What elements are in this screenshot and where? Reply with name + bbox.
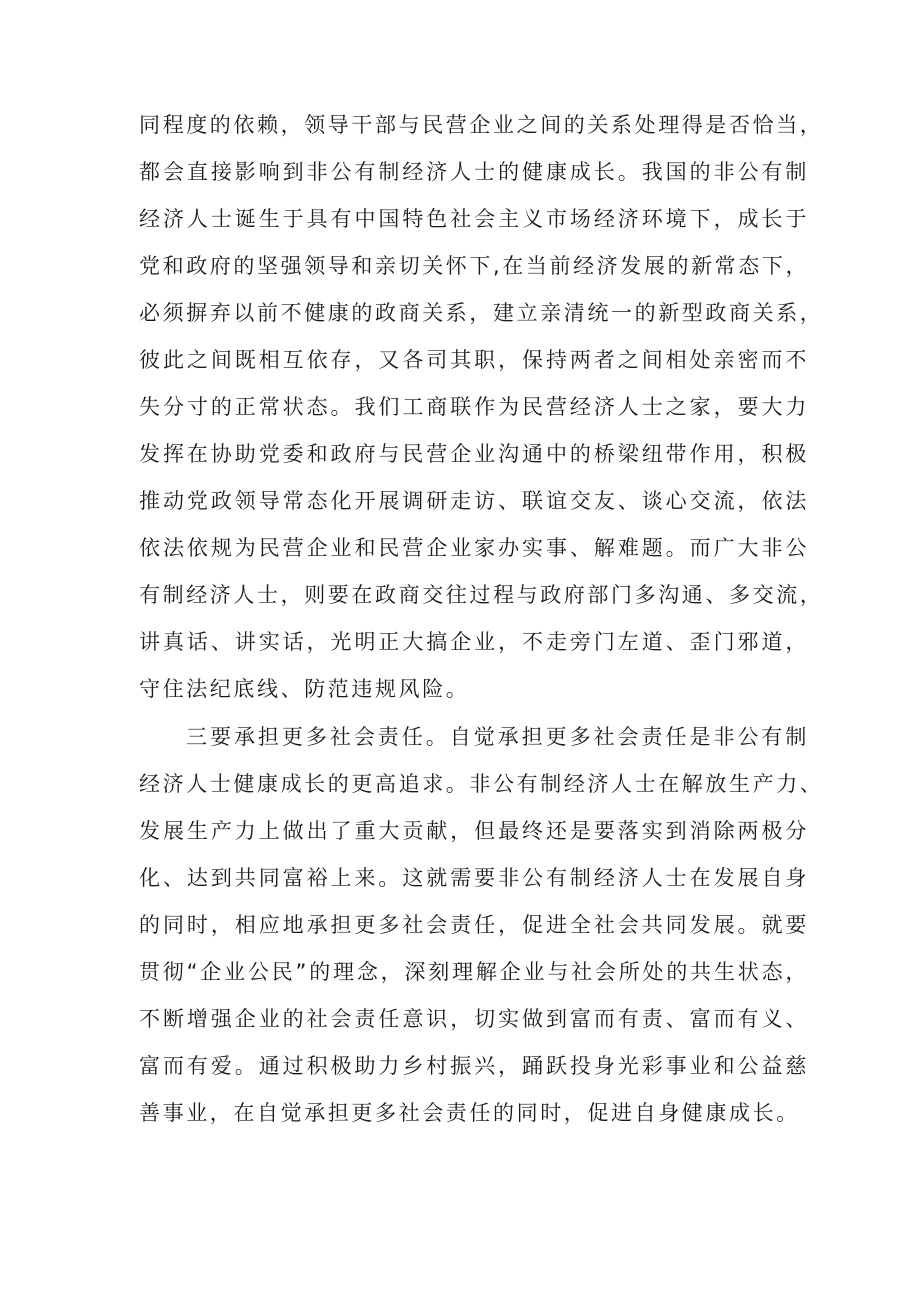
paragraph-1-line-12: 讲真话、讲实话，光明正大搞企业，不走旁门左道、歪门邪道， — [139, 630, 809, 654]
paragraph-2-line-3: 发展生产力上做出了重大贡献，但最终还是要落实到消除两极分 — [139, 819, 809, 843]
paragraph-1-line-8: 发挥在协助党委和政府与民营企业沟通中的桥梁纽带作用，积极 — [139, 442, 809, 466]
paragraph-2-line-7: 不断增强企业的社会责任意识，切实做到富而有责、富而有义、 — [139, 1007, 809, 1031]
paragraph-2-line-6: 贯彻“企业公民”的理念，深刻理解企业与社会所处的共生状态， — [139, 960, 809, 984]
paragraph-2-line-4: 化、达到共同富裕上来。这就需要非公有制经济人士在发展自身 — [139, 866, 809, 890]
paragraph-2-line-9: 善事业，在自觉承担更多社会责任的同时，促进自身健康成长。 — [139, 1101, 800, 1125]
paragraph-2-line-8: 富而有爱。通过积极助力乡村振兴，踊跃投身光彩事业和公益慈 — [139, 1054, 809, 1078]
paragraph-1-line-2: 都会直接影响到非公有制经济人士的健康成长。我国的非公有制 — [139, 160, 809, 184]
paragraph-1-line-7: 失分寸的正常状态。我们工商联作为民营经济人士之家，要大力 — [139, 395, 809, 419]
paragraph-1-line-3: 经济人士诞生于具有中国特色社会主义市场经济环境下，成长于 — [139, 207, 809, 231]
paragraph-2-line-1: 三要承担更多社会责任。自觉承担更多社会责任是非公有制 — [186, 725, 809, 749]
paragraph-1-line-1: 同程度的依赖，领导干部与民营企业之间的关系处理得是否恰当， — [139, 113, 824, 137]
paragraph-1-line-5: 必须摒弃以前不健康的政商关系，建立亲清统一的新型政商关系， — [139, 301, 824, 325]
paragraph-1-line-13: 守住法纪底线、防范违规风险。 — [139, 677, 470, 701]
paragraph-2-line-2: 经济人士健康成长的更高追求。非公有制经济人士在解放生产力、 — [139, 772, 824, 796]
paragraph-1-line-9: 推动党政领导常态化开展调研走访、联谊交友、谈心交流，依法 — [139, 489, 809, 513]
paragraph-1-line-11: 有制经济人士，则要在政商交往过程与政府部门多沟通、多交流， — [139, 583, 824, 607]
paragraph-2-line-5: 的同时，相应地承担更多社会责任，促进全社会共同发展。就要 — [139, 913, 809, 937]
paragraph-1-line-4: 党和政府的坚强领导和亲切关怀下,在当前经济发展的新常态下， — [139, 254, 810, 278]
paragraph-1-line-6: 彼此之间既相互依存，又各司其职，保持两者之间相处亲密而不 — [139, 348, 809, 372]
paragraph-1-line-10: 依法依规为民营企业和民营企业家办实事、解难题。而广大非公 — [139, 536, 809, 560]
